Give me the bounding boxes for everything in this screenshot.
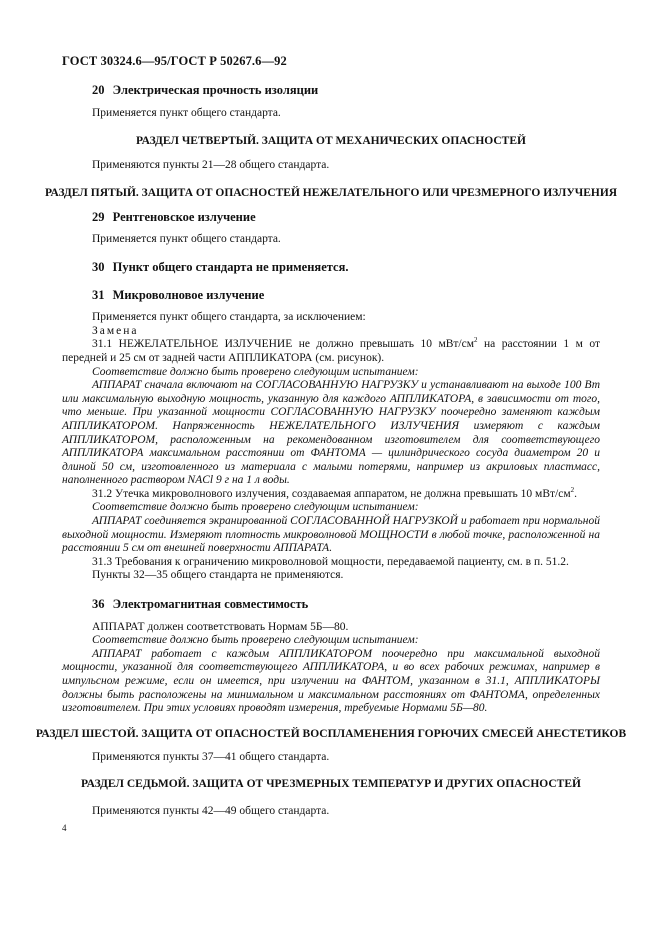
section-title: Пункт общего стандарта не применяется. [112,259,349,274]
section-title: Электромагнитная совместимость [112,597,309,612]
compliance-note: Соответствие должно быть проверено следующим испытанием: [92,365,419,378]
part-4-heading: РАЗДЕЛ ЧЕТВЕРТЫЙ. ЗАЩИТА ОТ МЕХАНИЧЕСКИХ ОПАСНОСТЕЙ [136,135,526,148]
paragraph: Применяются пункты 37—41 общего стандарта. [92,751,330,764]
page-content [35,83,627,819]
test-procedure: АППАРАТ работает с каждым АППЛИКАТОРОМ поочередно при максимальной выходной мощности, указанной для соответствующего АППЛИКАТОРА, и во всех рабочих режимах, например в импульсном режиме, если он имеется, при излучении на ФАНТОМ, указанном в 31.1, АППЛИКАТОРЫ должны быть расположены на минимальном и максимальном расстояниях от ФАНТОМА, определенных изготовителем. При этих условиях проводят измерения, требуемые Нормами 5Б—80. [62,647,600,715]
paragraph: Применяются пункты 42—49 общего стандарта. [92,805,330,818]
section-title: Рентгеновское излучение [112,209,256,224]
section-title: Микроволновое излучение [112,287,265,302]
section-number: 36 [92,597,105,612]
compliance-note: Соответствие должно быть проверено следующим испытанием: [92,634,419,647]
section-number: 30 [92,259,105,274]
section-30-heading [62,261,600,275]
section-number: 31 [92,287,105,302]
paragraph: АППАРАТ должен соответствовать Нормам 5Б—80. [92,620,349,633]
clause-text: . [574,487,577,500]
section-number: 29 [92,209,105,224]
test-procedure: АППАРАТ соединяется экранированной СОГЛАСОВАННОЙ НАГРУЗКОЙ и работает при нормальной выходной мощности. Измеряют плотность микроволновой МОЩНОСТИ в любой точке, расположенной на расстоянии 5 см от внешней поверхности АППАРАТА. [62,515,600,555]
paragraph-replacement: Замена [92,324,139,337]
paragraph: Применяются пункты 21—28 общего стандарта. [92,158,330,171]
section-number: 20 [92,83,105,97]
paragraph: Применяется пункт общего стандарта. [92,233,281,246]
superscript: 2 [474,336,478,345]
clause-31-2 [62,488,600,502]
clause-text: 31.2 Утечка микроволнового излучения, создаваемая аппаратом, не должна превышать 10 мВт/см [92,487,571,500]
superscript: 2 [570,486,575,495]
paragraph: Пункты 32—35 общего стандарта не применяются. [92,569,344,582]
clause-text: 31.1 НЕЖЕЛАТЕЛЬНОЕ ИЗЛУЧЕНИЕ не должно превышать 10 мВт/см [92,338,475,351]
part-5-heading: РАЗДЕЛ ПЯТЫЙ. ЗАЩИТА ОТ ОПАСНОСТЕЙ НЕЖЕЛАТЕЛЬНОГО ИЛИ ЧРЕЗМЕРНОГО ИЗЛУЧЕНИЯ [44,187,618,200]
section-36-heading [62,598,600,612]
clause-31-1 [62,338,600,365]
clause-31-3: 31.3 Требования к ограничению микроволновой мощности, передаваемой пациенту, см. в п. 51.2. [92,555,569,568]
compliance-note: Соответствие должно быть проверено следующим испытанием: [92,501,419,514]
test-procedure: АППАРАТ сначала включают на СОГЛАСОВАННУЮ НАГРУЗКУ и устанавливают на выходе 100 Вт или максимальную выходную мощность, указанную для каждого АППЛИКАТОРА, в зависимости от того, что меньше. При указанной мощности СОГЛАСОВАННУЮ НАГРУЗКУ поочередно заменяют каждым АППЛИКАТОРОМ. Напряженность НЕЖЕЛАТЕЛЬНОГО ИЗЛУЧЕНИЯ измеряют с каждым АППЛИКАТОРОМ, расположенным на рекомендованном изготовителем для соответствующего АППЛИКАТОРА максимальном расстоянии от ФАНТОМА — цилиндрического сосуда диаметром 20 и длиной 50 см, изготовленного из материала с малыми потерями, например из акриловых пластмасс, наполненного раствором NACl 9 г на 1 л воды. [62,379,600,487]
section-20-heading [62,84,600,98]
part-6-heading: РАЗДЕЛ ШЕСТОЙ. ЗАЩИТА ОТ ОПАСНОСТЕЙ ВОСПЛАМЕНЕНИЯ ГОРЮЧИХ СМЕСЕЙ АНЕСТЕТИКОВ [35,727,627,740]
paragraph: Применяется пункт общего стандарта, за исключением: [92,311,366,324]
clause-text: на расстоянии 1 м от передней и 25 см от задней части АППЛИКАТОРА (см. рисунок). [62,338,600,364]
section-title: Электрическая прочность изоляции [112,83,319,97]
part-7-heading: РАЗДЕЛ СЕДЬМОЙ. ЗАЩИТА ОТ ЧРЕЗМЕРНЫХ ТЕМПЕРАТУР И ДРУГИХ ОПАСНОСТЕЙ [81,777,581,790]
paragraph: Применяется пункт общего стандарта. [92,106,281,119]
page-number: 4 [62,823,67,833]
section-31-heading [62,289,600,303]
running-header: ГОСТ 30324.6—95/ГОСТ Р 50267.6—92 [62,54,287,68]
section-29-heading [62,211,600,225]
